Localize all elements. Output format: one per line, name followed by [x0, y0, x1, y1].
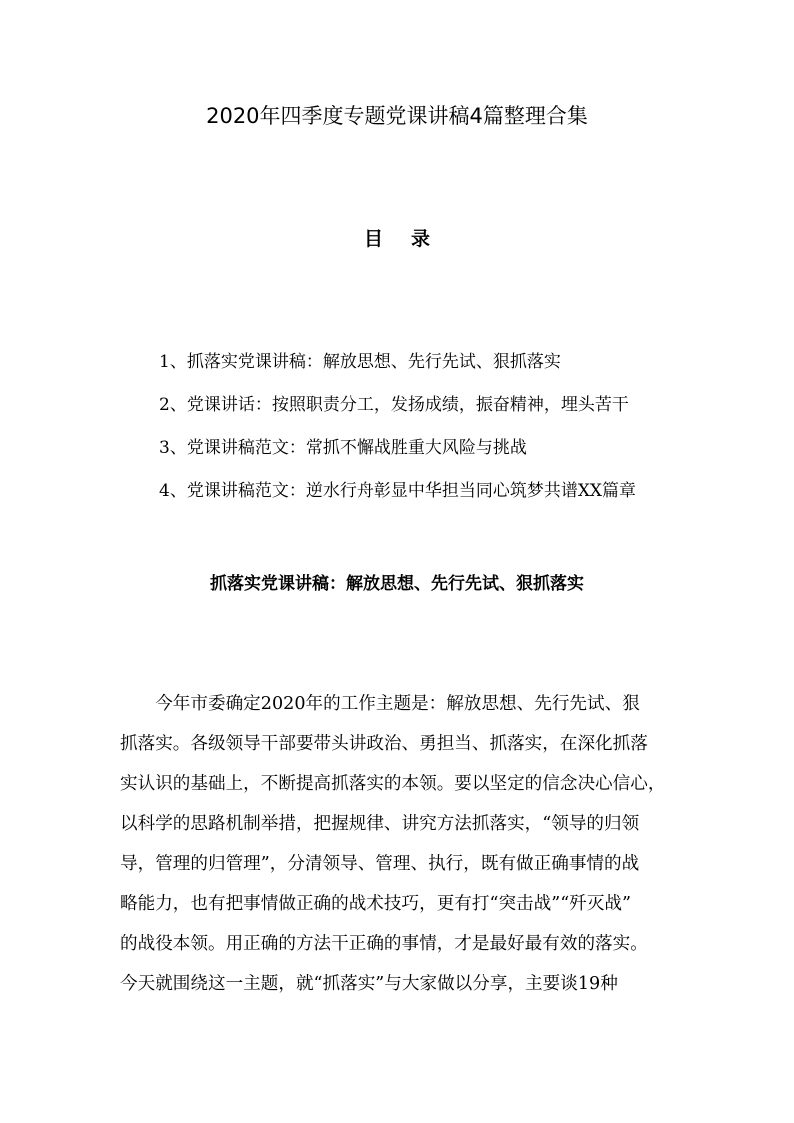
body-line: 导，管理的归管理”，分清领导、管理、执行，既有做正确事情的战: [120, 854, 640, 874]
body-line: 今年市委确定2020年的工作主题是：解放思想、先行先试、狠: [120, 694, 640, 714]
body-paragraph: [120, 684, 680, 1004]
body-line: 实认识的基础上，不断提高抓落实的本领。要以坚定的信念决心信心，: [120, 774, 666, 794]
table-of-contents: [159, 341, 636, 513]
toc-item-3: 3、党课讲稿范文：常抓不懈战胜重大风险与挑战: [159, 438, 527, 458]
body-line: 略能力，也有把事情做正确的战术技巧，更有打“突击战”“歼灭战”: [120, 894, 632, 914]
toc-heading: 目录: [363, 228, 458, 250]
toc-item-2: 2、党课讲话：按照职责分工，发扬成绩，振奋精神，埋头苦干: [159, 395, 629, 415]
body-line: 抓落实。各级领导干部要带头讲政治、勇担当、抓落实，在深化抓落: [120, 734, 648, 754]
document-title: 2020年四季度专题党课讲稿4篇整理合集: [206, 104, 588, 128]
body-line: 今天就围绕这一主题，就“抓落实”与大家做以分享，主要谈19种: [120, 974, 618, 994]
toc-item-1: 1、抓落实党课讲稿：解放思想、先行先试、狠抓落实: [159, 352, 561, 372]
toc-item-4: 4、党课讲稿范文：逆水行舟彰显中华担当同心筑梦共谱XX篇章: [159, 481, 637, 501]
section-title: 抓落实党课讲稿：解放思想、先行先试、狠抓落实: [210, 574, 584, 594]
body-line: 以科学的思路机制举措，把握规律、讲究方法抓落实，“领导的归领: [120, 814, 640, 834]
body-line: 的战役本领。用正确的方法干正确的事情，才是最好最有效的落实。: [120, 934, 648, 954]
